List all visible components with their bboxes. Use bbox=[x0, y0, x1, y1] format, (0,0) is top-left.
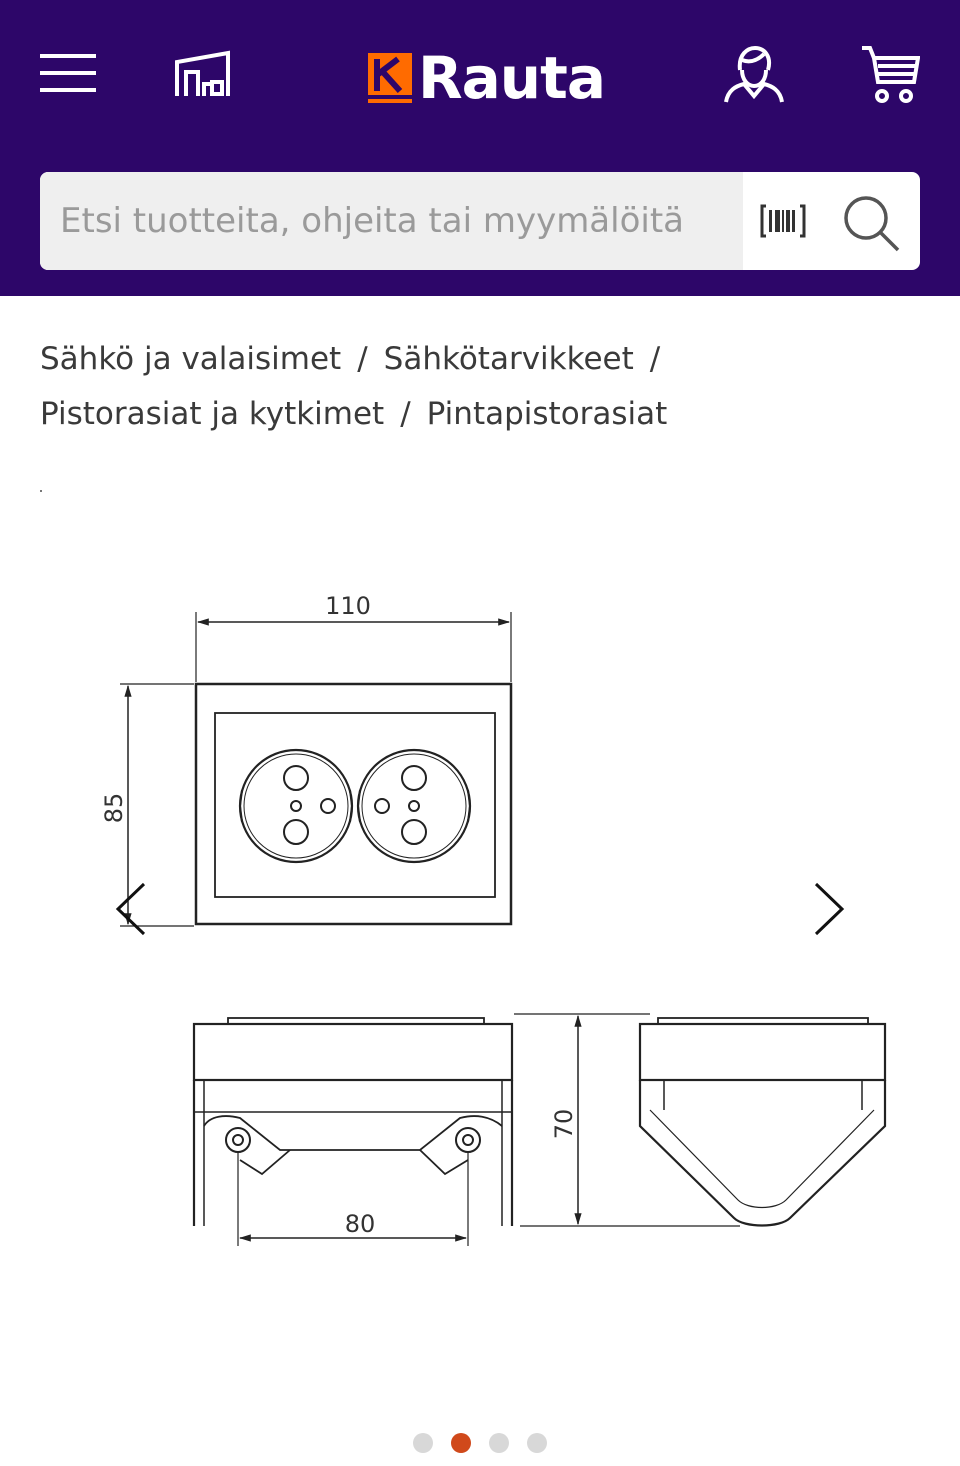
gallery-dot-2-active[interactable] bbox=[451, 1433, 471, 1453]
breadcrumb-separator: / bbox=[400, 396, 411, 432]
k-logo-mark bbox=[368, 53, 412, 103]
gallery-pagination bbox=[0, 1430, 960, 1456]
height-dimension-label: 85 bbox=[100, 792, 128, 824]
breadcrumb-item[interactable]: Sähkötarvikkeet bbox=[383, 341, 634, 377]
logo-text: Rauta bbox=[418, 44, 605, 112]
user-account-icon[interactable] bbox=[724, 44, 784, 108]
gallery-dot-3[interactable] bbox=[489, 1433, 509, 1453]
breadcrumb-separator: / bbox=[357, 341, 368, 377]
gallery-dot-1[interactable] bbox=[413, 1433, 433, 1453]
search-input[interactable] bbox=[40, 172, 743, 270]
chevron-left-icon[interactable] bbox=[112, 880, 148, 942]
site-header bbox=[0, 0, 960, 296]
hamburger-menu-icon[interactable] bbox=[40, 52, 96, 98]
product-image-gallery[interactable] bbox=[0, 540, 960, 1400]
technical-drawing bbox=[0, 540, 960, 1400]
stray-mark bbox=[40, 490, 42, 492]
barcode-scanner-icon[interactable] bbox=[760, 200, 806, 246]
breadcrumb bbox=[40, 332, 920, 442]
breadcrumb-separator: / bbox=[649, 341, 661, 377]
chevron-right-icon[interactable] bbox=[812, 880, 848, 942]
gallery-dot-4[interactable] bbox=[527, 1433, 547, 1453]
mount-dimension-label: 80 bbox=[344, 1210, 376, 1238]
k-rauta-logo[interactable] bbox=[368, 44, 605, 112]
search-bar bbox=[40, 172, 920, 270]
breadcrumb-item[interactable]: Sähkö ja valaisimet bbox=[40, 341, 342, 377]
store-icon[interactable] bbox=[174, 50, 232, 102]
shopping-cart-icon[interactable] bbox=[860, 44, 920, 108]
width-dimension-label: 110 bbox=[325, 592, 371, 620]
depth-dimension-label: 70 bbox=[550, 1108, 578, 1140]
breadcrumb-item[interactable]: Pintapistorasiat bbox=[426, 396, 668, 432]
breadcrumb-item[interactable]: Pistorasiat ja kytkimet bbox=[40, 396, 385, 432]
search-icon[interactable] bbox=[840, 192, 902, 258]
